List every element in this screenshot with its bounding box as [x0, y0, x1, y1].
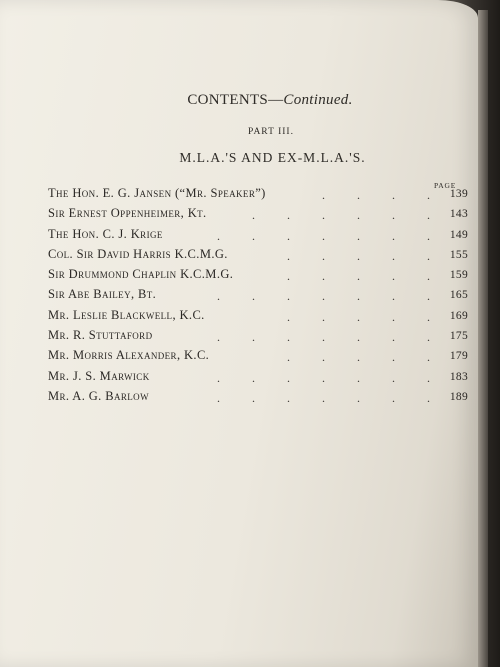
- contents-entry: [48, 389, 468, 409]
- entry-name: Sir Ernest Oppenheimer, Kt.: [48, 206, 207, 221]
- contents-heading-main: CONTENTS—: [187, 92, 284, 108]
- leader-dots: . . . . . . .: [217, 330, 430, 345]
- contents-entry: [48, 348, 468, 368]
- leader-dots: . . . . .: [287, 248, 430, 263]
- leader-dots: . . . . . . .: [217, 370, 430, 385]
- contents-heading: [0, 92, 500, 109]
- contents-entry: [48, 227, 468, 247]
- entry-name: Mr. Leslie Blackwell, K.C.: [48, 307, 205, 322]
- contents-entry: [48, 267, 468, 287]
- entry-page: 189: [449, 390, 468, 403]
- contents-entry: [48, 186, 468, 206]
- entry-page: 169: [449, 309, 468, 322]
- contents-entry: [48, 287, 468, 307]
- entry-name: Mr. J. S. Marwick: [48, 368, 150, 383]
- section-title: M.L.A.'S AND EX-M.L.A.'S.: [179, 150, 366, 165]
- contents-entry: [48, 206, 468, 226]
- entry-page: 175: [449, 330, 468, 343]
- contents-list: [48, 186, 468, 409]
- entry-name: The Hon. E. G. Jansen (“Mr. Speaker”): [48, 186, 266, 200]
- entry-page: 143: [449, 208, 468, 221]
- entry-name: Mr. Morris Alexander, K.C.: [48, 348, 210, 363]
- entry-page: 179: [449, 350, 468, 363]
- contents-entry: [48, 369, 468, 389]
- leader-dots: . . . . . . .: [217, 289, 430, 304]
- entry-page: 159: [449, 269, 468, 282]
- contents-heading-continued: Continued.: [283, 92, 353, 108]
- leader-dots: . . . . . .: [252, 208, 430, 223]
- entry-name: The Hon. C. J. Krige: [48, 226, 163, 241]
- entry-page: 165: [449, 289, 468, 302]
- entry-page: 139: [449, 188, 468, 200]
- leader-dots: . . . . .: [287, 269, 430, 284]
- leader-dots: . . . . .: [287, 309, 430, 324]
- leader-dots: . . . .: [322, 188, 430, 202]
- leader-dots: . . . . .: [287, 350, 430, 365]
- entry-name: Mr. A. G. Barlow: [48, 388, 149, 403]
- leader-dots: . . . . . . .: [217, 228, 430, 243]
- contents-entry: [48, 328, 468, 348]
- entry-name: Mr. R. Stuttaford: [48, 328, 153, 343]
- entry-name: Col. Sir David Harris K.C.M.G.: [48, 246, 228, 261]
- entry-page: 149: [449, 228, 468, 241]
- entry-name: Sir Drummond Chaplin K.C.M.G.: [48, 267, 234, 282]
- contents-entry: [48, 308, 468, 328]
- entry-name: Sir Abe Bailey, Bt.: [48, 287, 157, 302]
- leader-dots: . . . . . . .: [217, 390, 430, 405]
- part-label: PART III.: [248, 127, 294, 137]
- page-column-label: PAGE: [434, 181, 457, 190]
- entry-page: 183: [449, 370, 468, 383]
- contents-entry: [48, 247, 468, 267]
- entry-page: 155: [449, 248, 468, 261]
